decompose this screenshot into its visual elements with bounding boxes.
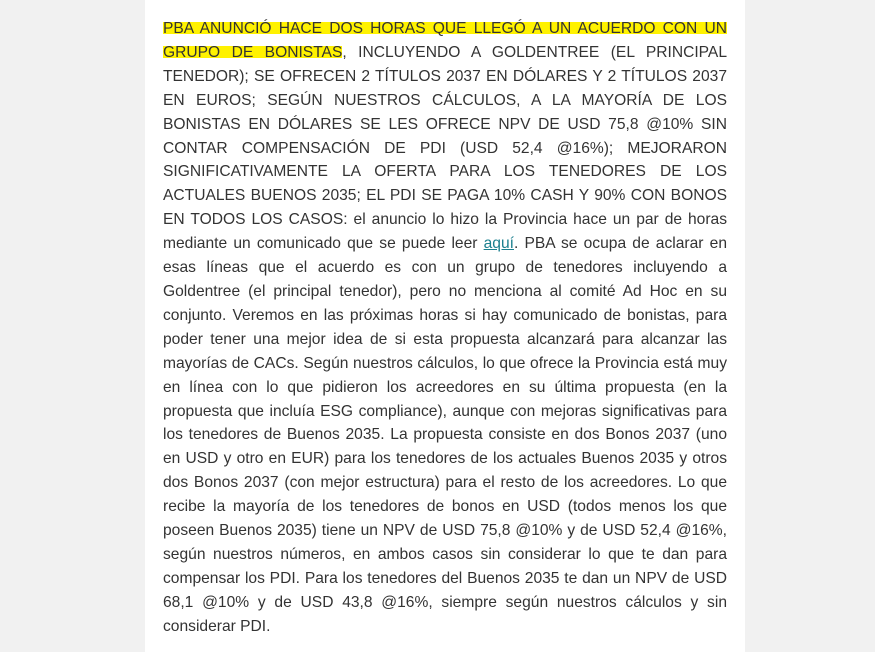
article-paragraph (163, 17, 727, 639)
body-text-after-link: . PBA se ocupa de aclarar en esas líneas que el acuerdo es con un grupo de tenedores incluyendo a Goldentree (el principal tenedor), pero no menciona al comité Ad Hoc en su conjunto. Veremos en las próximas horas si hay comunicado de bonistas, para poder tener una mejor idea de si esta propuesta alcanzará para alcanzar las mayorías de CACs. Según nuestros cálculos, lo que ofrece la Provincia está muy en línea con lo que pidieron los acreedores en su última propuesta (en la propuesta que incluía ESG compliance), aunque con mejoras significativas para los tenedores de Buenos 2035. La propuesta consiste en dos Bonos 2037 (uno en USD y otro en EUR) para los tenedores de los actuales Buenos 2035 y otros dos Bonos 2037 (con mejor estructura) para el resto de los acreedores. Lo que recibe la mayoría de los tenedores de bonos en USD (todos menos los que poseen Buenos 2035) tiene un NPV de USD 75,8 @10% y de USD 52,4 @16%, según nuestros números, en ambos casos sin considerar lo que te dan para compensar los PDI. Para los tenedores del Buenos 2035 te dan un NPV de USD 68,1 @10% y de USD 43,8 @16%, siempre según nuestros cálculos y sin considerar PDI. (163, 235, 727, 635)
comunicado-link[interactable]: aquí (483, 235, 514, 253)
body-text-before-link: el anuncio lo hizo la Provincia hace un par de horas mediante un comunicado que se puede leer (163, 211, 728, 253)
highlighted-lead-text: PBA ANUNCIÓ HACE DOS HORAS QUE LLEGÓ A UN ACUERDO CON UN GRUPO DE BONISTAS (163, 20, 727, 61)
lead-text: , INCLUYENDO A GOLDENTREE (EL PRINCIPAL TENEDOR); SE OFRECEN 2 TÍTULOS 2037 EN DÓLARES Y 2 TÍTULOS 2037 EN EUROS; SEGÚN NUESTROS CÁLCULOS, A LA MAYORÍA DE LOS BONISTAS EN DÓLARES SE LES OFRECE NPV DE USD 75,8 @10% SIN CONTAR COMPENSACIÓN DE PDI (USD 52,4 @16%); MEJORARON SIGNIFICATIVAMENTE LA OFERTA PARA LOS TENEDORES DE LOS ACTUALES BUENOS 2035; EL PDI SE PAGA 10% CASH Y 90% CON BONOS EN TODOS LOS CASOS: (163, 43, 727, 229)
document-page (145, 0, 745, 652)
